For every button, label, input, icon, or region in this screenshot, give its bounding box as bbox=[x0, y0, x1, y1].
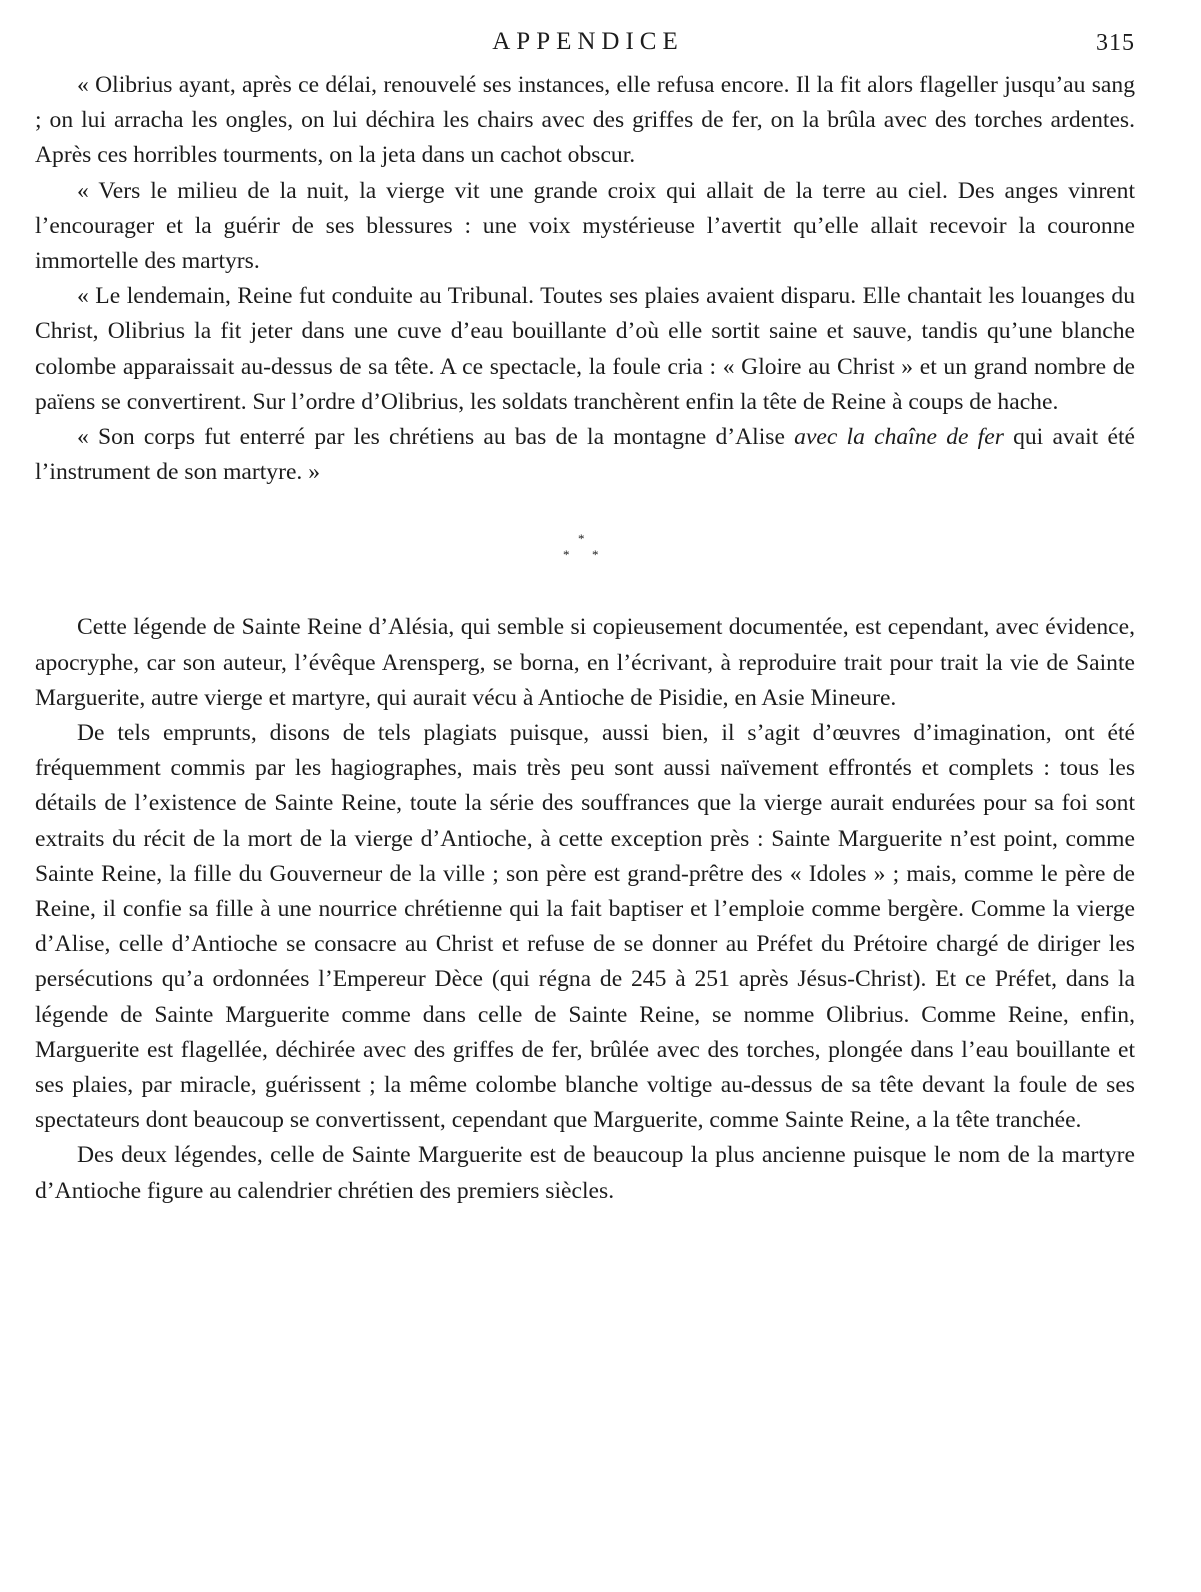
legend-text: « Son corps fut enterré par les chrétiens au bas de la montagne d’Alise bbox=[77, 424, 795, 451]
asterisk-icon: * bbox=[592, 547, 599, 563]
asterisk-icon: * bbox=[578, 531, 585, 547]
running-head bbox=[35, 28, 1135, 68]
quoted-legend bbox=[35, 68, 1135, 490]
commentary bbox=[35, 610, 1135, 1208]
legend-paragraph-4 bbox=[35, 420, 1135, 490]
asterism-separator bbox=[35, 532, 1135, 578]
page-number: 315 bbox=[1096, 30, 1135, 56]
running-title: APPENDICE bbox=[492, 28, 684, 55]
legend-paragraph-2: « Vers le milieu de la nuit, la vierge vit une grande croix qui allait de la terre au ciel. Des anges vinrent l’encourager et la guérir de ses blessures : une voix mystérieuse l’avertit qu’elle allait recevoir la couronne immortelle des martyrs. bbox=[35, 177, 1135, 275]
commentary-paragraph-2: De tels emprunts, disons de tels plagiats puisque, aussi bien, il s’agit d’œuvres d’imagination, ont été fréquemment commis par les hagiographes, mais très peu sont aussi naïvement effrontés et complets : tous les détails de l’existence de Sainte Reine, toute la série des souffrances que la vierge aurait endurées pour sa foi sont extraits du récit de la mort de la vierge d’Antioche, à cette exception près : Sainte Marguerite n’est point, comme Sainte Reine, la fille du Gouverneur de la ville ; son père est grand-prêtre des « Idoles » ; mais, comme le père de Reine, il confie sa fille à une nourrice chrétienne qui la fait baptiser et l’emploie comme bergère. Comme la vierge d’Alise, celle d’Antioche se consacre au Christ et refuse de se donner au Préfet du Prétoire chargé de diriger les persécutions qu’a ordonnées l’Empereur Dèce (qui régna de 245 à 251 après Jésus-Christ). Et ce Préfet, dans la légende de Sainte Marguerite comme dans celle de Sainte Reine, se nomme Olibrius. Comme Reine, enfin, Marguerite est flagellée, déchirée avec des griffes de fer, brûlée avec des torches, plongée dans l’eau bouillante et ses plaies, par miracle, guérissent ; la même colombe blanche voltige au-dessus de sa tête devant la foule de ses spectateurs dont beaucoup se convertissent, cependant que Marguerite, comme Sainte Reine, a la tête tranchée. bbox=[35, 720, 1135, 1134]
legend-text: qui avait été l’instrument de son martyre. » bbox=[35, 424, 1135, 486]
book-page bbox=[35, 28, 1135, 1209]
commentary-paragraph-3: Des deux légendes, celle de Sainte Marguerite est de beaucoup la plus ancienne puisque le nom de la martyre d’Antioche figure au calendrier chrétien des premiers siècles. bbox=[35, 1142, 1135, 1204]
legend-paragraph-1: « Olibrius ayant, après ce délai, renouvelé ses instances, elle refusa encore. Il la fit alors flageller jusqu’au sang ; on lui arracha les ongles, on lui déchira les chairs avec des griffes de fer, on la brûla avec des torches ardentes. Après ces horribles tourments, on la jeta dans un cachot obscur. bbox=[35, 72, 1135, 169]
italic-phrase: avec la chaîne de fer bbox=[794, 424, 1004, 451]
asterisk-icon: * bbox=[563, 547, 570, 563]
legend-paragraph-3: « Le lendemain, Reine fut conduite au Tribunal. Toutes ses plaies avaient disparu. Elle chantait les louanges du Christ, Olibrius la fit jeter dans une cuve d’eau bouillante d’où elle sortit saine et sauve, tandis qu’une blanche colombe apparaissait au-dessus de sa tête. A ce spectacle, la foule cria : « Gloire au Christ » et un grand nombre de païens se convertirent. Sur l’ordre d’Olibrius, les soldats tranchèrent enfin la tête de Reine à coups de hache. bbox=[35, 283, 1135, 415]
commentary-paragraph-1: Cette légende de Sainte Reine d’Alésia, qui semble si copieusement documentée, est cependant, avec évidence, apocryphe, car son auteur, l’évêque Arensperg, se borna, en l’écrivant, à reproduire trait pour trait la vie de Sainte Marguerite, autre vierge et martyre, qui aurait vécu à Antioche de Pisidie, en Asie Mineure. bbox=[35, 614, 1135, 711]
